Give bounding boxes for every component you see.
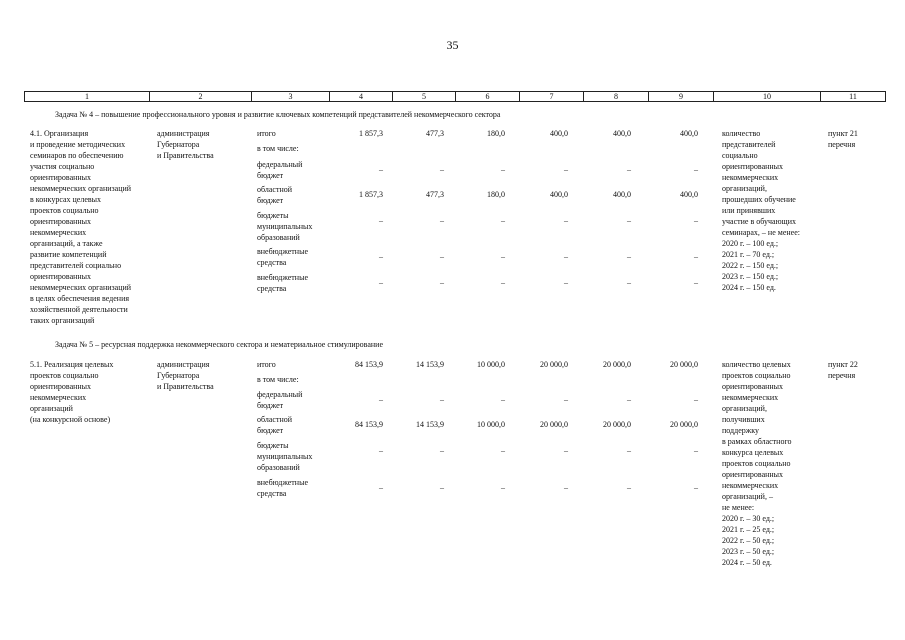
indicator-line: не менее: <box>722 503 755 512</box>
executor-line: и Правительства <box>157 382 214 391</box>
funding-value: – <box>379 483 383 492</box>
funding-value: – <box>694 395 698 404</box>
funding-value: – <box>440 216 444 225</box>
activity-line: некоммерческих <box>30 393 87 402</box>
funding-value: – <box>694 216 698 225</box>
activity-line: в конкурсах целевых <box>30 195 102 204</box>
indicator-line: организаций, <box>722 404 767 413</box>
funding-value: – <box>627 483 631 492</box>
funding-source: федеральный <box>257 390 303 399</box>
reference-line: перечня <box>828 140 856 149</box>
funding-value: 20 000,0 <box>540 420 568 429</box>
indicator-line: проектов социально <box>722 371 791 380</box>
activity-line: 5.1. Реализация целевых <box>30 360 114 369</box>
indicator-line: 2021 г. – 70 ед.; <box>722 250 775 259</box>
executor-line: администрация <box>157 360 210 369</box>
funding-value: – <box>694 446 698 455</box>
funding-value: 84 153,9 <box>355 360 383 369</box>
funding-source: бюджет <box>257 426 284 435</box>
indicator-line: семинарах, – не менее: <box>722 228 800 237</box>
funding-value: – <box>564 216 568 225</box>
indicator-line: некоммерческих <box>722 481 779 490</box>
header-col-1: 1 <box>25 92 150 102</box>
funding-value: 400,0 <box>680 129 698 138</box>
funding-value: – <box>501 483 505 492</box>
funding-value: – <box>379 446 383 455</box>
funding-value: – <box>440 278 444 287</box>
activity-line: таких организаций <box>30 316 95 325</box>
funding-value: 20 000,0 <box>670 360 698 369</box>
funding-value: – <box>564 483 568 492</box>
funding-value: 400,0 <box>550 190 568 199</box>
funding-source: муниципальных <box>257 222 313 231</box>
funding-value: – <box>694 252 698 261</box>
funding-source: областной <box>257 415 293 424</box>
funding-source: итого <box>257 129 276 138</box>
funding-source: муниципальных <box>257 452 313 461</box>
funding-value: 20 000,0 <box>670 420 698 429</box>
funding-value: 477,3 <box>426 129 444 138</box>
header-col-7: 7 <box>520 92 584 102</box>
activity-line: семинаров по обеспечению <box>30 151 124 160</box>
funding-source: областной <box>257 185 293 194</box>
funding-value: – <box>379 252 383 261</box>
indicator-line: 2024 г. – 50 ед. <box>722 558 772 567</box>
activity-line: хозяйственной деятельности <box>30 305 128 314</box>
indicator-line: прошедших обучение <box>722 195 796 204</box>
funding-value: 10 000,0 <box>477 420 505 429</box>
indicator-line: количество <box>722 129 761 138</box>
funding-value: – <box>440 165 444 174</box>
indicator-line: количество целевых <box>722 360 791 369</box>
funding-value: – <box>501 278 505 287</box>
header-col-5: 5 <box>393 92 456 102</box>
indicator-line: 2022 г. – 150 ед.; <box>722 261 779 270</box>
activity-line: некоммерческих организаций <box>30 283 132 292</box>
activity-line: ориентированных <box>30 382 92 391</box>
funding-source: федеральный <box>257 160 303 169</box>
funding-value: – <box>501 252 505 261</box>
funding-source: бюджет <box>257 401 284 410</box>
page-number: 35 <box>446 38 459 52</box>
column-number-header <box>24 91 886 102</box>
indicator-line: проектов социально <box>722 459 791 468</box>
funding-source: средства <box>257 284 287 293</box>
funding-value: 400,0 <box>550 129 568 138</box>
activity-line: участия социально <box>30 162 95 171</box>
funding-value: – <box>440 483 444 492</box>
funding-value: 400,0 <box>613 129 631 138</box>
funding-value: – <box>379 395 383 404</box>
activity-line: проектов социально <box>30 206 99 215</box>
task-5-title: Задача № 5 – ресурсная поддержка некоммерческого сектора и нематериальное стимулирование <box>55 340 383 349</box>
executor-line: Губернатора <box>157 371 200 380</box>
funding-value: 1 857,3 <box>359 190 383 199</box>
funding-value: 20 000,0 <box>603 420 631 429</box>
indicator-line: организаций, – <box>722 492 773 501</box>
funding-value: 20 000,0 <box>603 360 631 369</box>
indicator-line: участие в обучающих <box>722 217 796 226</box>
activity-line: организаций <box>30 404 73 413</box>
header-col-2: 2 <box>150 92 252 102</box>
funding-value: – <box>379 216 383 225</box>
indicator-line: 2023 г. – 50 ед.; <box>722 547 775 556</box>
indicator-line: 2024 г. – 150 ед. <box>722 283 776 292</box>
activity-line: ориентированных <box>30 173 92 182</box>
activity-line: ориентированных <box>30 217 92 226</box>
executor-line: администрация <box>157 129 210 138</box>
funding-value: – <box>564 446 568 455</box>
funding-value: 477,3 <box>426 190 444 199</box>
funding-value: – <box>440 395 444 404</box>
funding-value: 14 153,9 <box>416 420 444 429</box>
header-col-6: 6 <box>456 92 520 102</box>
indicator-line: ориентированных <box>722 470 784 479</box>
indicator-line: 2020 г. – 30 ед.; <box>722 514 775 523</box>
activity-line: некоммерческих организаций <box>30 184 132 193</box>
funding-value: – <box>627 216 631 225</box>
activity-line: в целях обеспечения ведения <box>30 294 130 303</box>
reference-line: перечня <box>828 371 856 380</box>
funding-value: 400,0 <box>613 190 631 199</box>
indicator-line: организаций, <box>722 184 767 193</box>
indicator-line: получивших <box>722 415 765 424</box>
funding-value: – <box>379 165 383 174</box>
funding-value: 84 153,9 <box>355 420 383 429</box>
funding-value: 20 000,0 <box>540 360 568 369</box>
funding-source: внебюджетные <box>257 273 308 282</box>
funding-value: 180,0 <box>487 190 505 199</box>
executor-line: Губернатора <box>157 140 200 149</box>
funding-source: в том числе: <box>257 144 299 153</box>
activity-line: и проведение методических <box>30 140 126 149</box>
funding-value: 1 857,3 <box>359 129 383 138</box>
activity-line: некоммерческих <box>30 228 87 237</box>
funding-value: – <box>564 395 568 404</box>
funding-value: – <box>501 395 505 404</box>
funding-value: – <box>501 216 505 225</box>
funding-value: – <box>627 252 631 261</box>
funding-source: бюджеты <box>257 211 289 220</box>
executor-line: и Правительства <box>157 151 214 160</box>
indicator-line: представителей <box>722 140 776 149</box>
funding-value: – <box>564 165 568 174</box>
activity-line: проектов социально <box>30 371 99 380</box>
funding-value: – <box>564 278 568 287</box>
funding-value: – <box>694 278 698 287</box>
activity-line: (на конкурсной основе) <box>30 415 111 424</box>
indicator-line: 2023 г. – 150 ед.; <box>722 272 779 281</box>
funding-value: – <box>694 483 698 492</box>
activity-line: организаций, а также <box>30 239 103 248</box>
header-col-10: 10 <box>714 92 821 102</box>
funding-value: – <box>440 252 444 261</box>
header-col-4: 4 <box>330 92 393 102</box>
indicator-line: 2020 г. – 100 ед.; <box>722 239 779 248</box>
reference-line: пункт 21 <box>828 129 858 138</box>
funding-source: внебюджетные <box>257 247 308 256</box>
task-4-title: Задача № 4 – повышение профессионального уровня и развитие ключевых компетенций представителей некоммерческого сектора <box>55 110 501 119</box>
indicator-line: или принявших <box>722 206 776 215</box>
indicator-line: поддержку <box>722 426 760 435</box>
activity-line: 4.1. Организация <box>30 129 89 138</box>
funding-source: итого <box>257 360 276 369</box>
funding-value: – <box>564 252 568 261</box>
funding-source: средства <box>257 258 287 267</box>
funding-value: – <box>501 446 505 455</box>
indicator-line: 2021 г. – 25 ед.; <box>722 525 775 534</box>
header-col-3: 3 <box>252 92 330 102</box>
funding-value: – <box>694 165 698 174</box>
funding-value: – <box>627 278 631 287</box>
funding-source: образований <box>257 233 300 242</box>
funding-value: – <box>627 446 631 455</box>
funding-source: внебюджетные <box>257 478 308 487</box>
indicator-line: конкурса целевых <box>722 448 784 457</box>
funding-value: – <box>379 278 383 287</box>
indicator-line: ориентированных <box>722 162 784 171</box>
funding-value: – <box>501 165 505 174</box>
activity-line: ориентированных <box>30 272 92 281</box>
funding-value: 180,0 <box>487 129 505 138</box>
header-col-11: 11 <box>821 92 886 102</box>
funding-value: 14 153,9 <box>416 360 444 369</box>
funding-value: 400,0 <box>680 190 698 199</box>
header-col-9: 9 <box>649 92 714 102</box>
funding-source: в том числе: <box>257 375 299 384</box>
funding-value: – <box>627 395 631 404</box>
indicator-line: некоммерческих <box>722 173 779 182</box>
indicator-line: 2022 г. – 50 ед.; <box>722 536 775 545</box>
indicator-line: социально <box>722 151 758 160</box>
funding-value: 10 000,0 <box>477 360 505 369</box>
indicator-line: некоммерческих <box>722 393 779 402</box>
funding-source: бюджет <box>257 171 284 180</box>
funding-value: – <box>440 446 444 455</box>
header-col-8: 8 <box>584 92 649 102</box>
indicator-line: ориентированных <box>722 382 784 391</box>
funding-value: – <box>627 165 631 174</box>
funding-source: бюджеты <box>257 441 289 450</box>
activity-line: представителей социально <box>30 261 122 270</box>
indicator-line: в рамках областного <box>722 437 792 446</box>
activity-line: развитие компетенций <box>30 250 107 259</box>
funding-source: образований <box>257 463 300 472</box>
reference-line: пункт 22 <box>828 360 858 369</box>
funding-source: средства <box>257 489 287 498</box>
funding-source: бюджет <box>257 196 284 205</box>
